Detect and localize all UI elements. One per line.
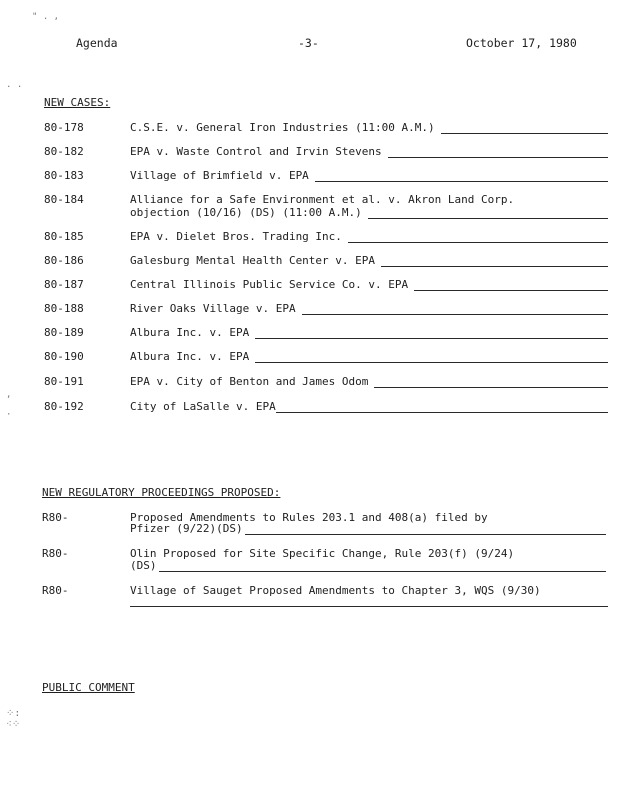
- signature-line: [374, 376, 608, 388]
- proceeding-number: R80-: [42, 584, 69, 597]
- case-title: C.S.E. v. General Iron Industries (11:00 A.M.): [130, 121, 435, 134]
- header-date: October 17, 1980: [466, 36, 577, 50]
- signature-line: [255, 327, 608, 339]
- signature-line: [276, 401, 608, 413]
- signature-line: [130, 606, 608, 607]
- signature-line: [348, 231, 608, 243]
- case-title: Galesburg Mental Health Center v. EPA: [130, 254, 376, 267]
- case-number: 80-189: [44, 326, 84, 339]
- case-row: [44, 169, 608, 185]
- case-row: [44, 375, 608, 391]
- new-cases-heading: NEW CASES:: [44, 96, 111, 109]
- scan-specks-left: . .: [6, 80, 23, 90]
- case-title-continued: objection (10/16) (DS) (11:00 A.M.): [130, 206, 362, 219]
- scan-specks-bottom: ⁘: ⁖⁘: [6, 708, 21, 730]
- case-title: Alliance for a Safe Environment et al. v. Akron Land Corp.: [130, 193, 515, 206]
- case-title: EPA v. Dielet Bros. Trading Inc.: [130, 230, 342, 243]
- signature-line: [381, 255, 608, 267]
- signature-line: [302, 303, 608, 315]
- case-number: 80-183: [44, 169, 84, 182]
- scan-specks-side: ‚ ·: [6, 390, 12, 420]
- case-row: [44, 230, 608, 246]
- page-number: -3-: [298, 36, 319, 50]
- signature-line: [315, 170, 608, 182]
- case-row: [44, 254, 608, 270]
- proceeding-number: R80-: [42, 511, 69, 524]
- public-comment-heading: PUBLIC COMMENT: [42, 681, 135, 694]
- case-number: 80-178: [44, 121, 84, 134]
- case-number: 80-190: [44, 350, 84, 363]
- case-number: 80-188: [44, 302, 84, 315]
- case-title: Village of Brimfield v. EPA: [130, 169, 309, 182]
- signature-line: [388, 146, 608, 158]
- case-title: Central Illinois Public Service Co. v. EPA: [130, 278, 409, 291]
- proceeding-number: R80-: [42, 547, 69, 560]
- case-row: [44, 400, 608, 416]
- case-row: [44, 302, 608, 318]
- proceeding-row: [130, 559, 606, 572]
- case-number: 80-184: [44, 193, 84, 206]
- signature-line: [245, 523, 606, 535]
- proceeding-row: [130, 522, 606, 535]
- case-title: EPA v. Waste Control and Irvin Stevens: [130, 145, 382, 158]
- scan-specks-top: " . ,: [32, 12, 60, 22]
- proceeding-title: Village of Sauget Proposed Amendments to Chapter 3, WQS (9/30): [130, 584, 541, 597]
- proceeding-title: Proposed Amendments to Rules 203.1 and 408(a) filed by: [130, 511, 488, 524]
- case-row: [44, 193, 608, 223]
- case-number: 80-187: [44, 278, 84, 291]
- case-row: [44, 278, 608, 294]
- case-title: River Oaks Village v. EPA: [130, 302, 296, 315]
- signature-line: [441, 122, 608, 134]
- case-number: 80-191: [44, 375, 84, 388]
- case-number: 80-186: [44, 254, 84, 267]
- signature-line: [368, 207, 608, 219]
- case-row: [44, 121, 608, 137]
- case-row: [44, 326, 608, 342]
- case-number: 80-185: [44, 230, 84, 243]
- case-title: City of LaSalle v. EPA: [130, 400, 276, 413]
- case-title: Albura Inc. v. EPA: [130, 350, 250, 363]
- case-title: Albura Inc. v. EPA: [130, 326, 250, 339]
- signature-line: [159, 560, 607, 572]
- case-title: EPA v. City of Benton and James Odom: [130, 375, 369, 388]
- header-left: Agenda: [76, 36, 118, 50]
- signature-line: [414, 279, 608, 291]
- proceeding-title: Olin Proposed for Site Specific Change, Rule 203(f) (9/24): [130, 547, 515, 560]
- proceeding-title-continued: Pfizer (9/22)(DS): [130, 522, 243, 535]
- case-row: [44, 145, 608, 161]
- case-number: 80-182: [44, 145, 84, 158]
- signature-line: [255, 351, 608, 363]
- case-row: [44, 350, 608, 366]
- regulatory-heading: NEW REGULATORY PROCEEDINGS PROPOSED:: [42, 486, 281, 499]
- proceeding-title-continued: (DS): [130, 559, 157, 572]
- case-number: 80-192: [44, 400, 84, 413]
